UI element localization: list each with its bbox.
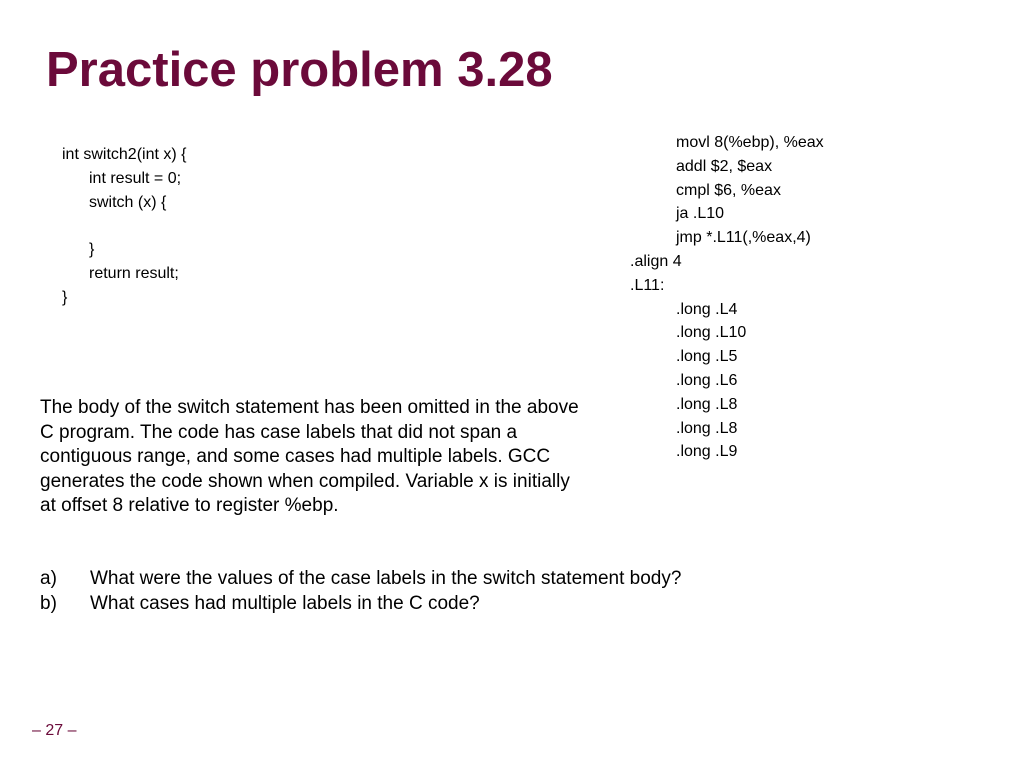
c-code-block	[62, 143, 186, 310]
c-code-line: }	[89, 241, 95, 259]
question-label: b)	[40, 592, 57, 614]
c-code-line: int switch2(int x) {	[62, 146, 187, 163]
question-text: What cases had multiple labels in the C code?	[90, 592, 480, 614]
asm-line: movl 8(%ebp), %eax	[676, 134, 824, 151]
asm-line: .L11:	[630, 276, 665, 294]
slide-title: Practice problem 3.28	[46, 43, 553, 97]
question-label: a)	[40, 568, 57, 589]
asm-line: .long .L6	[676, 371, 738, 389]
c-code-line: }	[62, 288, 68, 306]
assembly-code-block	[630, 131, 824, 464]
asm-line: jmp *.L11(,%eax,4)	[676, 229, 811, 247]
question-list	[40, 567, 681, 616]
question-text: What were the values of the case labels in the switch statement body?	[90, 568, 682, 589]
c-code-line: switch (x) {	[89, 193, 167, 211]
asm-line: addl $2, $eax	[676, 157, 773, 175]
asm-line: .long .L4	[676, 300, 738, 318]
asm-line: ja .L10	[676, 205, 725, 223]
description-text: The body of the switch statement has been omitted in the above C program. The code has case labels that did not span a contiguous range, and some cases had multiple labels. GCC generates the code shown when compiled. Variable x is initially at offset 8 relative to register %ebp.	[40, 397, 579, 516]
asm-line: .long .L10	[676, 324, 747, 342]
c-code-line	[62, 214, 186, 238]
asm-line: .long .L9	[676, 443, 738, 461]
asm-line: .long .L8	[676, 419, 738, 437]
asm-line: .long .L8	[676, 395, 738, 413]
page-number: – 27 –	[32, 722, 77, 739]
question-item	[40, 567, 681, 592]
problem-description	[40, 396, 580, 519]
c-code-line: return result;	[89, 264, 179, 282]
asm-line: .align 4	[630, 252, 682, 270]
c-code-line: int result = 0;	[89, 169, 182, 187]
asm-line: cmpl $6, %eax	[676, 181, 781, 199]
asm-line: .long .L5	[676, 348, 738, 366]
question-item	[40, 592, 681, 617]
